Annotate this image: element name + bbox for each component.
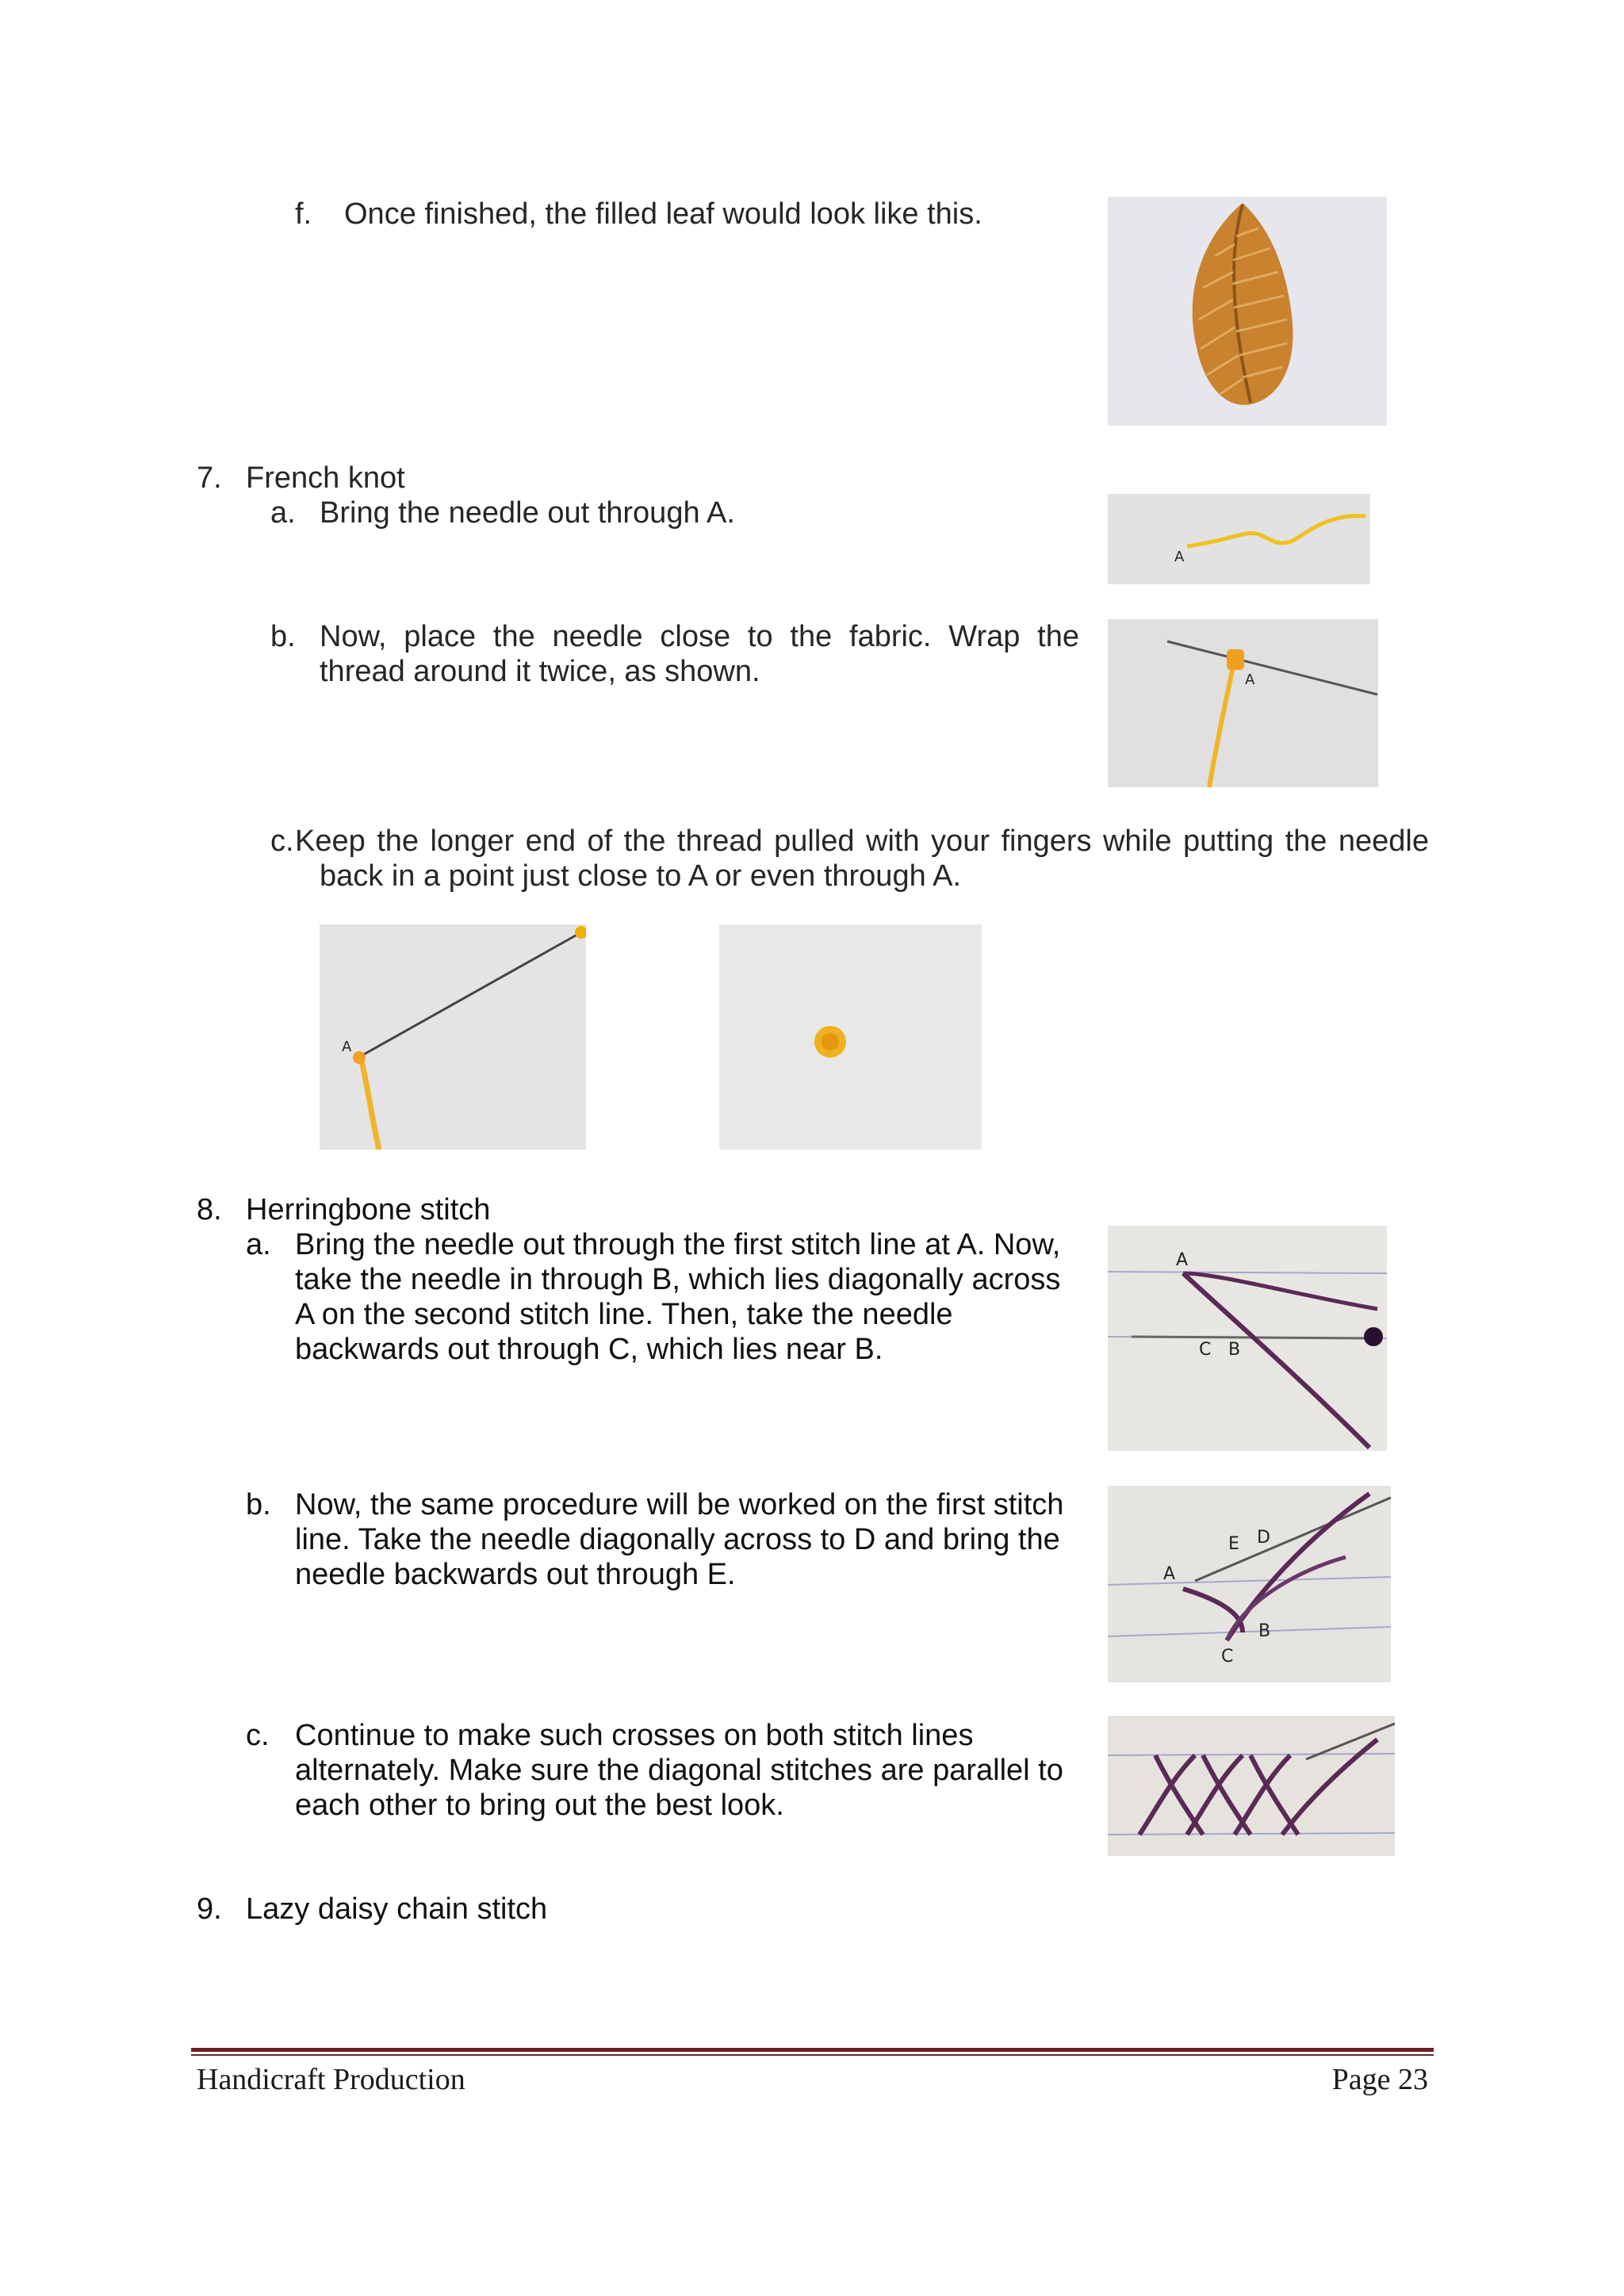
page-number: Page 23 [1331, 2063, 1428, 2096]
footer-title: Handicraft Production [197, 2063, 465, 2096]
section-9-title: Lazy daisy chain stitch [246, 1892, 548, 1926]
herringbone-step-b-photo [1108, 1486, 1391, 1682]
step-8b-line3: needle backwards out through E. [295, 1558, 736, 1591]
step-8a-line2: take the needle in through B, which lies diagonally across [295, 1263, 1061, 1296]
step-7a-marker: a. [270, 496, 296, 530]
label-e-herring-b: E [1228, 1534, 1239, 1554]
filled-leaf-photo [1108, 197, 1387, 426]
step-7c-marker: c. [270, 825, 294, 858]
step-7b-line2: thread around it twice, as shown. [320, 655, 760, 688]
label-b-herring-b: B [1258, 1621, 1271, 1641]
step-7b-marker: b. [270, 620, 296, 653]
herringbone-step-a-photo [1108, 1226, 1387, 1451]
label-a-knot-b: A [1245, 672, 1255, 688]
label-a-knot-c: A [342, 1039, 352, 1055]
section-9-number: 9. [197, 1892, 222, 1926]
step-8b-line2: line. Take the needle diagonally across to D and bring the [295, 1523, 1060, 1556]
step-8c-line1: Continue to make such crosses on both stitch lines [295, 1719, 974, 1752]
step-8c-line3: each other to bring out the best look. [295, 1789, 784, 1822]
step-8b-line1: Now, the same procedure will be worked on the first stitch [295, 1488, 1064, 1521]
french-knot-step-c-needle-photo [320, 924, 586, 1150]
footer-rule-thick [191, 2048, 1434, 2052]
label-a-herring-b: A [1163, 1564, 1176, 1584]
french-knot-step-a-photo [1108, 494, 1370, 584]
step-7c-line1: Keep the longer end of the thread pulled with your fingers while putting the needle [295, 825, 1429, 858]
label-c-herring-a: C [1199, 1340, 1212, 1360]
step-8a-line3: A on the second stitch line. Then, take the needle [295, 1298, 953, 1331]
label-a-knot-a: A [1174, 549, 1185, 565]
herringbone-step-c-photo [1108, 1716, 1395, 1856]
step-8a-line4: backwards out through C, which lies near B. [295, 1333, 883, 1366]
french-knot-finished-photo [719, 924, 982, 1150]
step-8a-line1: Bring the needle out through the first stitch line at A. Now, [295, 1228, 1061, 1261]
label-c-herring-b: C [1221, 1647, 1234, 1667]
french-knot-step-b-photo [1108, 619, 1378, 787]
step-f-marker: f. [295, 197, 312, 231]
step-7a-text: Bring the needle out through A. [320, 496, 735, 530]
section-7-title: French knot [246, 461, 405, 495]
section-8-title: Herringbone stitch [246, 1193, 491, 1226]
step-8a-marker: a. [246, 1228, 271, 1261]
section-8-number: 8. [197, 1193, 222, 1226]
label-b-herring-a: B [1228, 1340, 1241, 1360]
step-7c-line2: back in a point just close to A or even through A. [320, 859, 962, 893]
label-d-herring-b: D [1257, 1528, 1270, 1548]
step-7b-line1: Now, place the needle close to the fabric. Wrap the [320, 620, 1079, 653]
step-8b-marker: b. [246, 1488, 271, 1521]
footer-rule-thin [191, 2054, 1434, 2056]
step-8c-marker: c. [246, 1719, 270, 1752]
section-7-number: 7. [197, 461, 222, 495]
label-a-herring-a: A [1176, 1250, 1189, 1270]
step-f-text: Once finished, the filled leaf would look like this. [344, 197, 982, 231]
step-8c-line2: alternately. Make sure the diagonal stitches are parallel to [295, 1754, 1063, 1787]
